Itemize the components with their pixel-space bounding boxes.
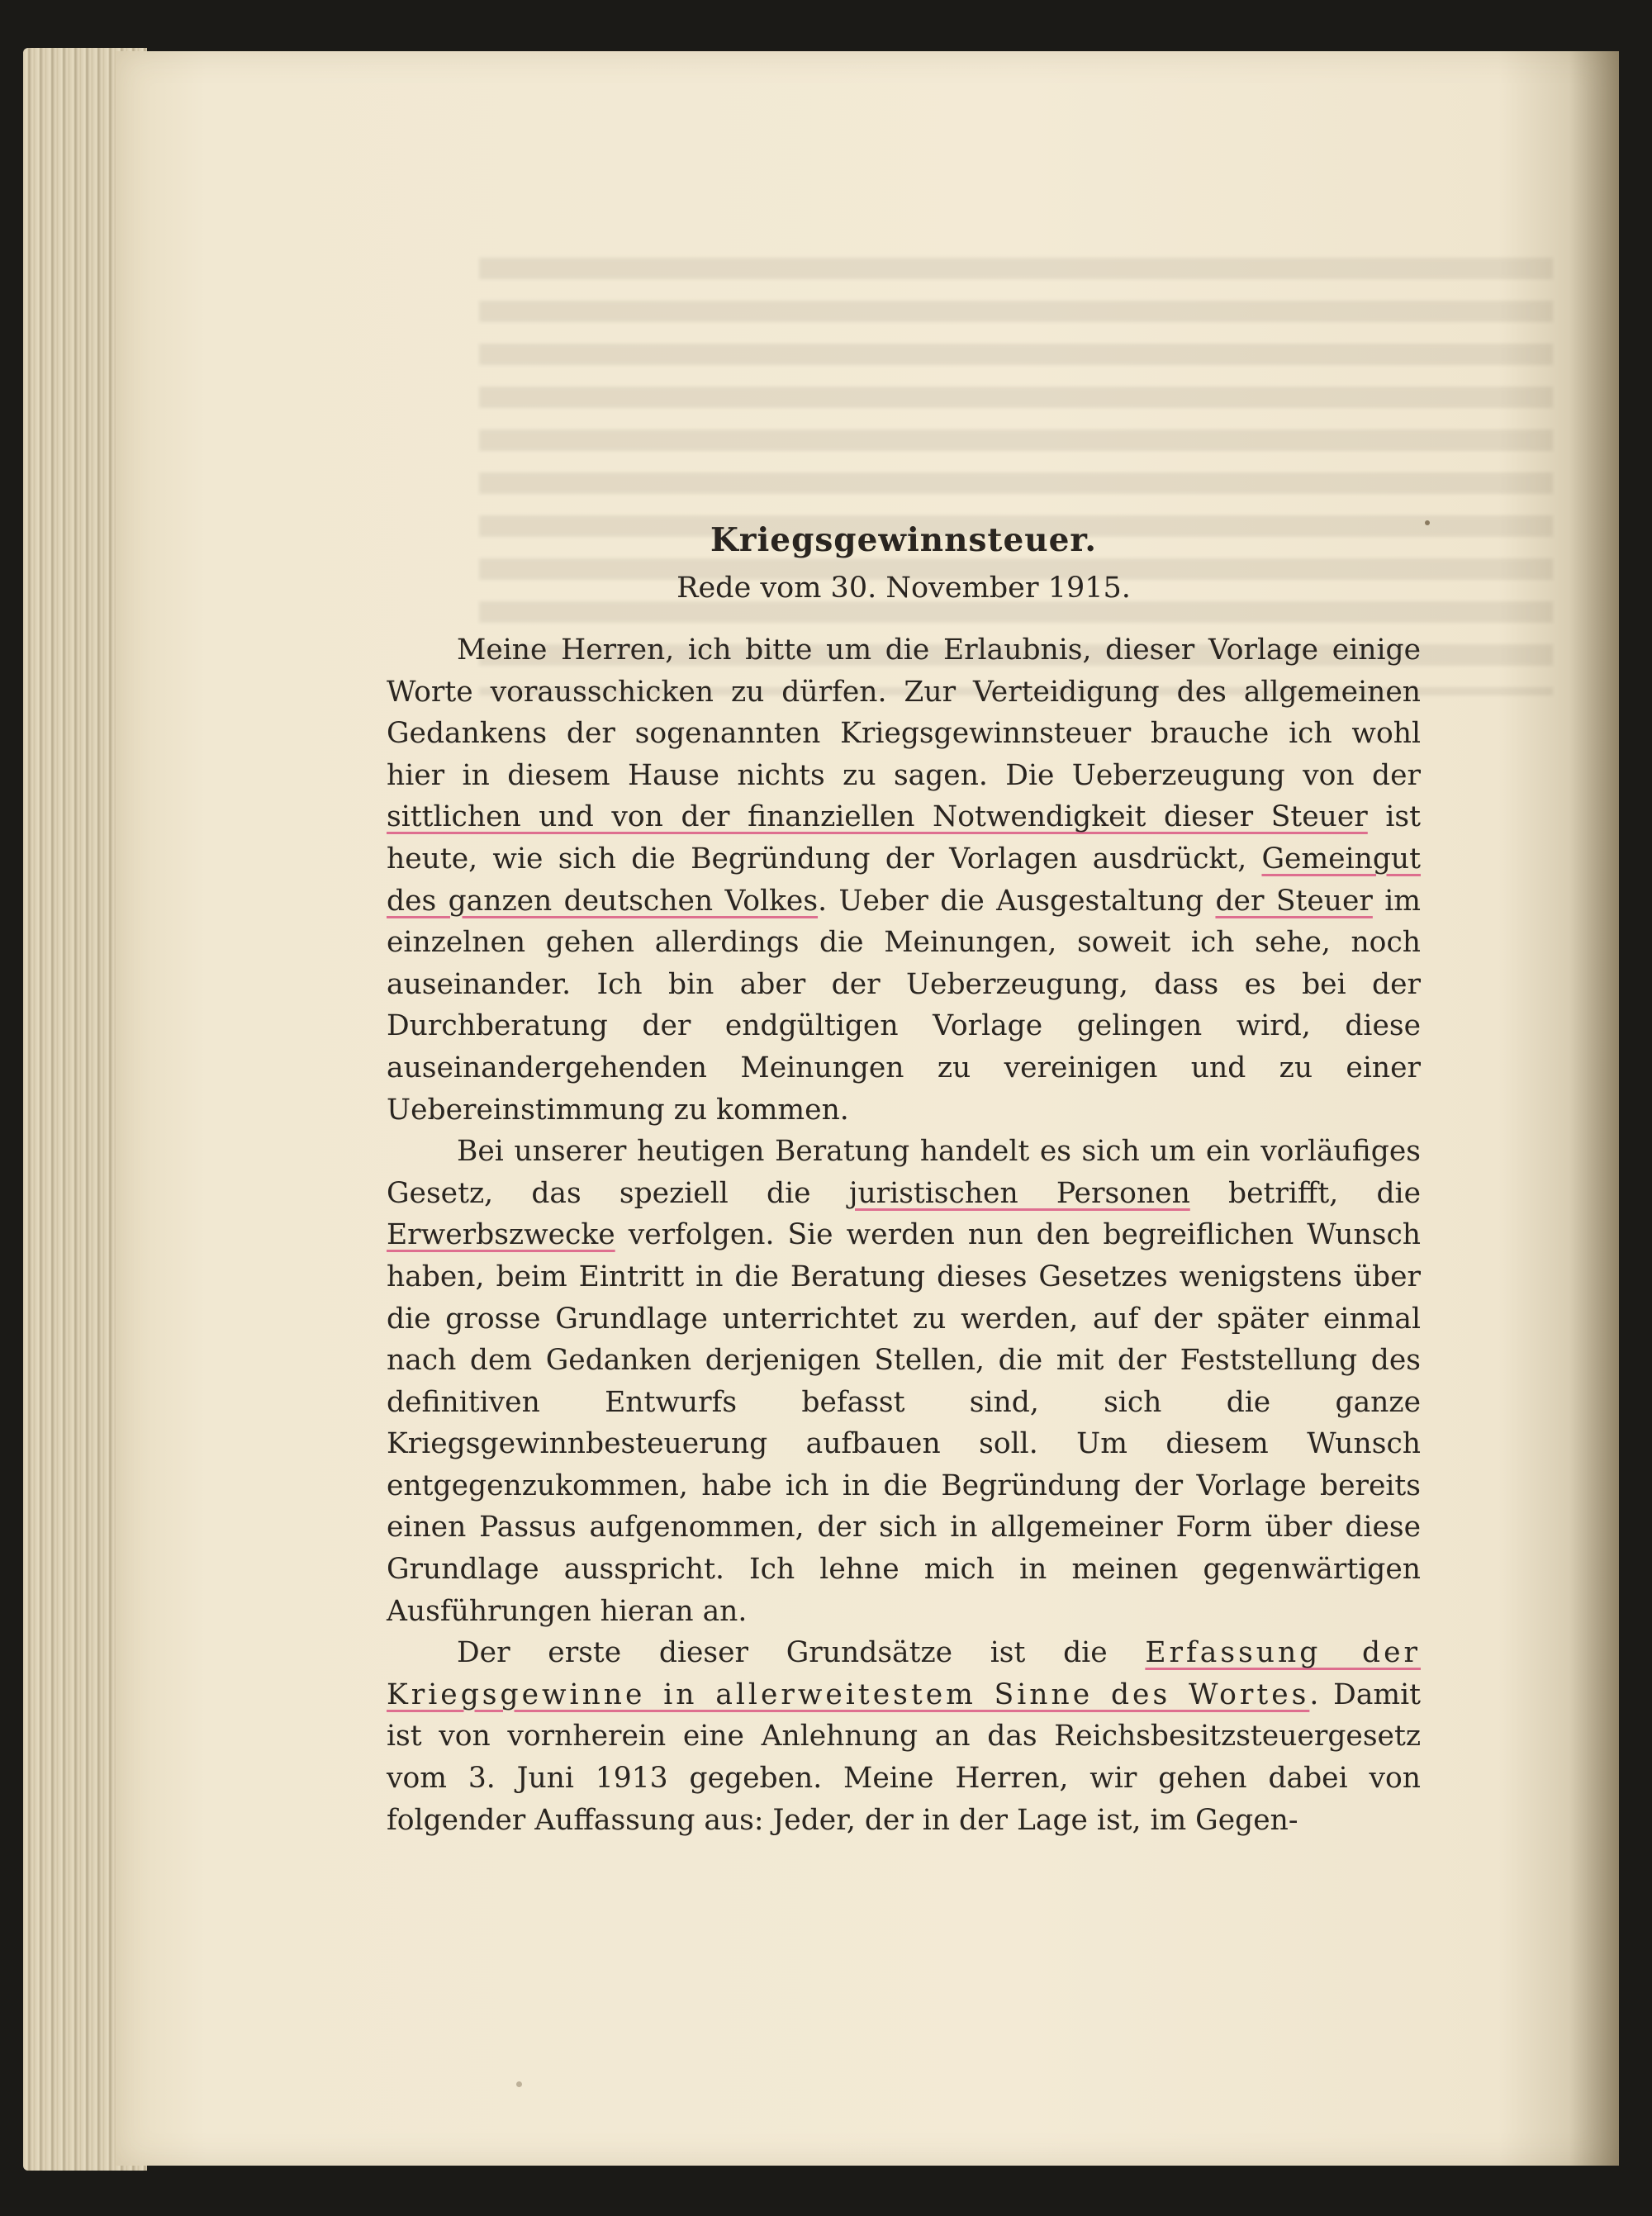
pink-underline-highlight: sittlichen und von der finanziellen Notwendigkeit dieser Steuer (387, 800, 1368, 834)
page-title: Kriegsgewinnsteuer. (710, 521, 1097, 559)
pink-underline-highlight: Erfassung der Kriegsgewinne in allerweitestem Sinne des Wortes (387, 1636, 1421, 1711)
text-run: . Damit ist von vornherein eine Anlehnung an das Reichsbesitzsteuergesetz vom 3. Juni 1913 gegeben. Meine Herren, wir gehen dabei von folgender Auffassung aus: Jeder, der in der Lage ist, im Gegen- (387, 1677, 1421, 1837)
pink-underline-highlight: juristischen Personen (848, 1176, 1190, 1210)
text-run: betrifft, die (1189, 1176, 1421, 1210)
paper-speck (516, 2081, 522, 2087)
text-run: Bei unserer heutigen Beratung handelt es sich um ein vorläufiges Gesetz, das speziell die (387, 1135, 1421, 1210)
text-run: verfolgen. Sie werden nun den begreiflichen Wunsch haben, beim Eintritt in die Beratung dieses Gesetzes wenigstens über die grosse Grundlage unterrichtet zu werden, auf der später einmal nach dem Gedanken derjenigen Stellen, die mit der Feststellung des definitiven Entwurfs befasst sind, sich die ganze Kriegsgewinnbesteuerung aufbauen soll. Um diesem Wunsch entgegenzukommen, habe ich in die Begründung der Vorlage bereits einen Passus aufgenommen, der sich in allgemeiner Form über diese Grundlage ausspricht. Ich lehne mich in meinen gegenwärtigen Ausführungen hieran an. (387, 1218, 1421, 1628)
pink-underline-highlight: der Steuer (1215, 884, 1373, 918)
text-run: Der erste dieser Grundsätze ist die (457, 1636, 1146, 1670)
paragraph-2 (387, 1131, 1421, 1632)
paper-speck (1425, 520, 1430, 525)
pink-underline-highlight: Erwerbszwecke (387, 1218, 615, 1252)
speech-date: Rede vom 30. November 1915. (676, 572, 1131, 605)
paragraph-1 (387, 629, 1421, 1131)
paragraph-3 (387, 1632, 1421, 1841)
text-run: Meine Herren, ich bitte um die Erlaubnis, dieser Vorlage einige Worte vorausschicken zu dürfen. Zur Verteidigung des allgemeinen Gedankens der sogenannten Kriegsgewinnsteuer brauche ich wohl hier in diesem Hause nichts zu sagen. Die Ueberzeugung von der (387, 633, 1421, 792)
gutter-shadow (1569, 51, 1619, 2166)
text-run: im einzelnen gehen allerdings die Meinungen, soweit ich sehe, noch auseinander. Ich bin aber der Ueberzeugung, dass es bei der Durchberatung der endgültigen Vorlage gelingen wird, diese auseinandergehenden Meinungen zu vereinigen und zu einer Uebereinstimmung zu kommen. (387, 884, 1421, 1127)
page-text (387, 519, 1421, 1841)
text-run: ist heute, wie sich die Begründung der Vorlagen ausdrückt, (387, 800, 1421, 875)
text-run: . Ueber die Ausgestaltung (818, 884, 1216, 918)
pink-underline-highlight: Gemeingut des ganzen deutschen Volkes (387, 842, 1421, 918)
